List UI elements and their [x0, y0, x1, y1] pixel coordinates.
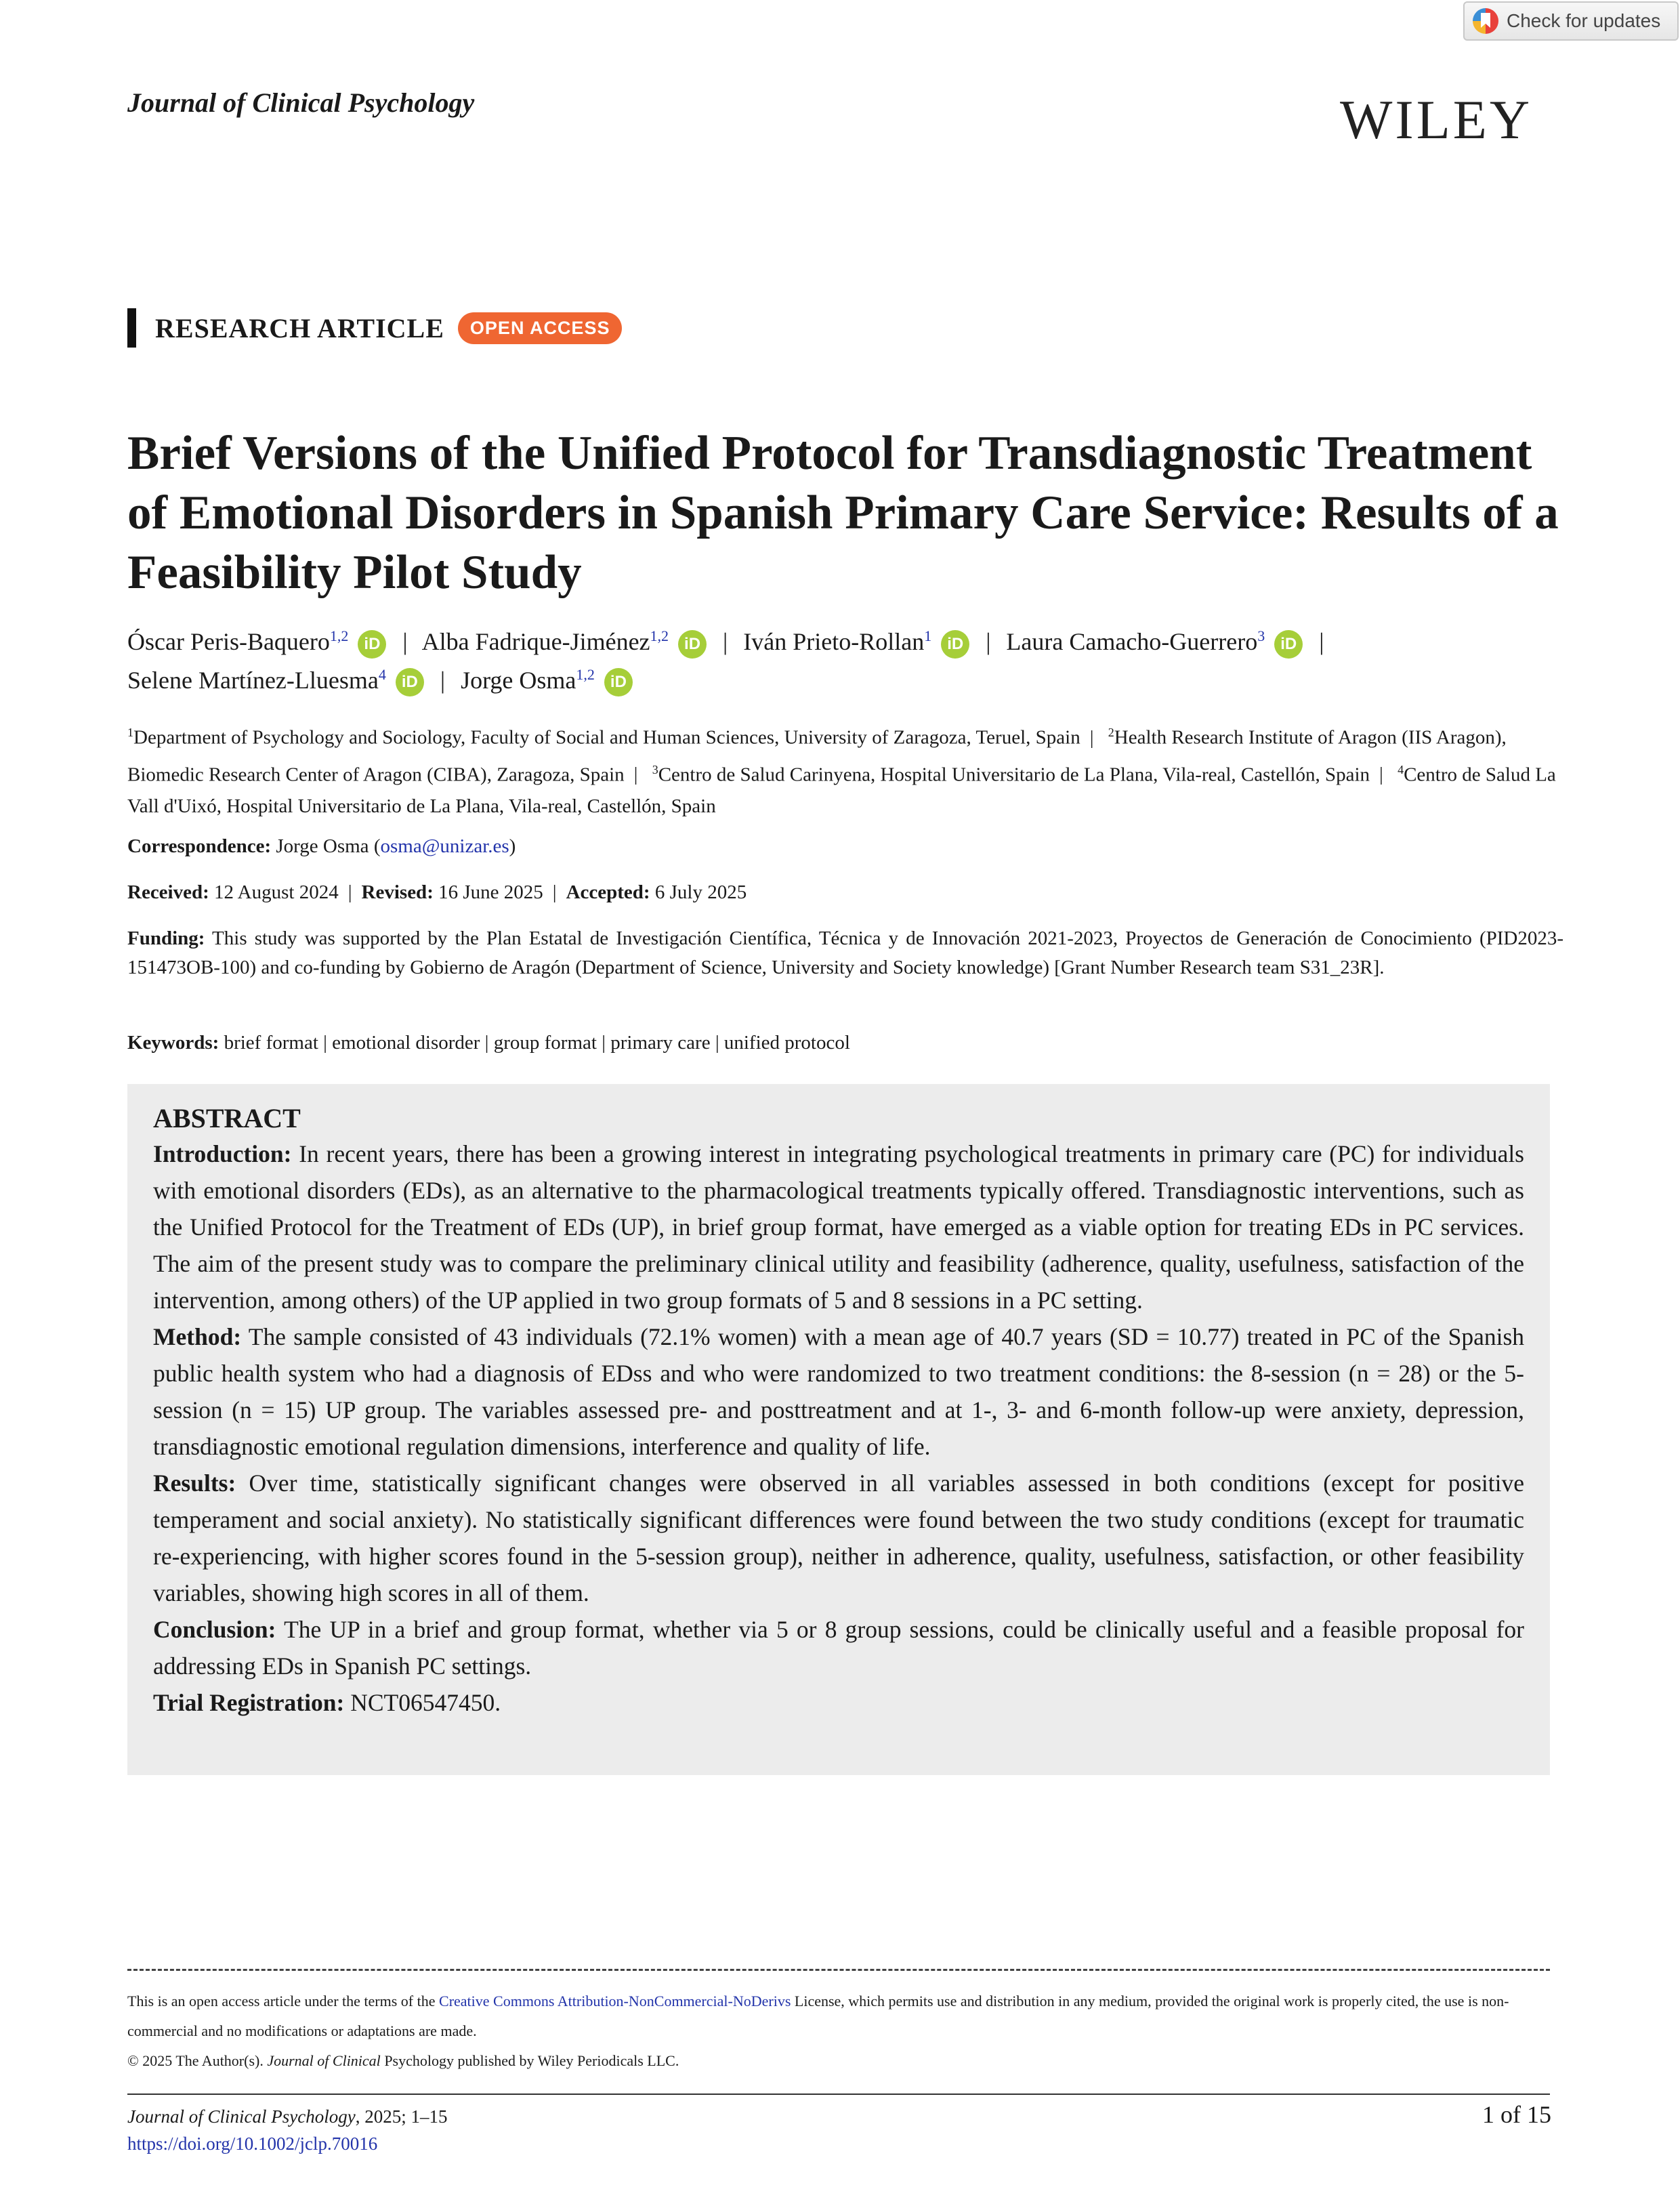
page-number: 1 of 15: [1482, 2101, 1551, 2128]
abstract-results: Results: Over time, statistically significant changes were observed in all variables assessed in both conditions (except for positive temperament and social anxiety). No statistically significant differences were found between the two study conditions (except for traumatic re-experiencing, with higher scores found in the 5-session group), neither in adherence, quality, usefulness, satisfaction, or other feasibility variables, showing high scores in all of them.: [153, 1470, 1525, 1606]
article-type: [127, 308, 622, 348]
abstract-box: [127, 1084, 1550, 1775]
article-type-label: RESEARCH ARTICLE: [155, 312, 444, 343]
author-name: Óscar Peris-Baquero: [127, 628, 330, 655]
author-name: Selene Martínez-Lluesma: [127, 666, 379, 694]
author-name: Jorge Osma: [461, 666, 576, 694]
doi-link[interactable]: https://doi.org/10.1002/jclp.70016: [127, 2133, 378, 2154]
author-affiliation: 1: [924, 627, 932, 644]
affiliation: Centro de Salud Carinyena, Hospital Universitario de La Plana, Vila-real, Castellón, Spain: [658, 764, 1370, 786]
type-bar: [127, 308, 136, 348]
abstract-trial-registration: Trial Registration: NCT06547450.: [153, 1689, 501, 1716]
keywords: Keywords: brief format | emotional disorder | group format | primary care | unified protocol: [127, 1032, 850, 1054]
license-notice: This is an open access article under the terms of the Creative Commons Attribution-NonCommercial-NoDerivs License, which permits use and distribution in any medium, provided the original work is properly cited, the use is non-commercial and no modifications or adaptations are made. © 2025 The Author(s). Journal of Clinical Psychology published by Wiley Periodicals LLC.: [127, 1993, 1509, 2069]
abstract-conclusion: Conclusion: The UP in a brief and group format, whether via 5 or 8 group sessions, could be clinically useful and a feasible proposal for addressing EDs in Spanish PC settings.: [153, 1616, 1524, 1680]
author-affiliation: 4: [378, 665, 386, 683]
article-dates: Received: 12 August 2024 | Revised: 16 June 2025 | Accepted: 6 July 2025: [127, 881, 747, 903]
author: [127, 628, 393, 655]
footer-divider: [127, 2094, 1550, 2095]
orcid-icon[interactable]: iD: [1274, 630, 1303, 659]
check-for-updates-label: Check for updates: [1507, 10, 1661, 31]
footer-citation: Journal of Clinical Psychology, 2025; 1–15 https://doi.org/10.1002/jclp.70016: [127, 2106, 448, 2154]
email-link[interactable]: osma@unizar.es: [380, 835, 509, 857]
author: [422, 628, 713, 655]
orcid-icon[interactable]: iD: [604, 668, 633, 696]
affiliations: $^1$Department of Psychology and Sociology, Faculty of Social and Human Sciences, University of Zaragoza, Teruel, Spain | $^2$Health Research Institute of Aragon (IIS Aragon), Biomedic Research Center of Aragon (CIBA), Zaragoza, Spain | $^3$Centro de Salud Carinyena, Hospital Universitario de La Plana, Vila-real, Castellón, Spain | $^4$Centro de Salud La Vall d'Uixó, Hospital Universitario de La Plana, Vila-real, Castellón, Spain: [127, 726, 1556, 818]
open-access-badge: OPEN ACCESS: [458, 312, 623, 344]
author-name: Iván Prieto-Rollan: [743, 628, 925, 655]
abstract-method: Method: The sample consisted of 43 individuals (72.1% women) with a mean age of 40.7 years (SD = 10.77) treated in PC of the Spanish public health system who had a diagnosis of EDss and who were randomized to two treatment conditions: the 8-session (n = 28) or the 5-session (n = 15) UP group. The variables assessed pre- and posttreatment and at 1-, 3- and 6-month follow-up were anxiety, depression, transdiagnostic emotional regulation dimensions, interference and quality of life.: [153, 1323, 1525, 1460]
abstract-heading: ABSTRACT: [153, 1103, 301, 1133]
author-name: Alba Fadrique-Jiménez: [421, 628, 650, 655]
affiliation: Centro de Salud La Vall d'Uixó, Hospital Universitario de La Plana, Vila-real, Castellón, Spain: [127, 764, 1556, 818]
orcid-icon[interactable]: iD: [941, 630, 969, 659]
license-link[interactable]: Creative Commons Attribution-NonCommercial-NoDerivs: [439, 1993, 791, 2009]
funding: Funding: This study was supported by the Plan Estatal de Investigación Científica, Técnica y de Innovación 2021-2023, Proyectos de Generación de Conocimiento (PID2023-151473OB-100) and co-funding by Gobierno de Aragón (Department of Science, University and Society knowledge) [Grant Number Research team S31_23R].: [127, 928, 1563, 978]
affiliation: Department of Psychology and Sociology, Faculty of Social and Human Sciences, University of Zaragoza, Teruel, Spain: [133, 726, 1080, 749]
publisher-logo: WILEY: [1340, 89, 1533, 150]
article-title: Brief Versions of the Unified Protocol for Transdiagnostic Treatment of Emotional Disorders in Spanish Primary Care Service: Results of a Feasibility Pilot Study: [127, 427, 1559, 599]
crossmark-icon: [1473, 8, 1498, 34]
author: [127, 667, 431, 694]
author-list: Óscar Peris-Baquero$^{1,2}$ iD | Alba Fadrique-Jiménez$^{1,2}$ iD | Iván Prieto-Rollan$^1$ iD | Laura Camacho-Guerrero$^3$ iD | Selene Martínez-Lluesma$^4$ iD | Jorge Osma$^{1,2}$ iD: [127, 620, 1563, 696]
orcid-icon[interactable]: iD: [358, 630, 386, 659]
affiliation: Health Research Institute of Aragon (IIS Aragon), Biomedic Research Center of Aragon (CIBA), Zaragoza, Spain: [127, 726, 1507, 786]
author: [1006, 628, 1309, 655]
author-affiliation: 1,2: [329, 627, 349, 644]
abstract-introduction: Introduction: In recent years, there has been a growing interest in integrating psychological treatments in primary care (PC) for individuals with emotional disorders (EDs), as an alternative to the pharmacological treatments typically offered. Transdiagnostic interventions, such as the Unified Protocol for the Treatment of EDs (UP), in brief group format, have emerged as a viable option for treating EDs in PC services. The aim of the present study was to compare the preliminary clinical utility and feasibility (adherence, quality, usefulness, satisfaction of the intervention, among others) of the UP applied in two group formats of 5 and 8 sessions in a PC setting.: [153, 1140, 1524, 1314]
check-for-updates-button[interactable]: [1463, 1, 1679, 41]
footer-divider-dashed: [127, 1969, 1550, 1971]
author-affiliation: 1,2: [650, 627, 669, 644]
author: [743, 628, 976, 655]
author: [461, 667, 639, 694]
author-name: Laura Camacho-Guerrero: [1006, 628, 1258, 655]
journal-name: Journal of Clinical Psychology: [127, 87, 475, 118]
correspondence: Correspondence: Jorge Osma (osma@unizar.es): [127, 835, 516, 857]
author-affiliation: 3: [1257, 627, 1265, 644]
orcid-icon[interactable]: iD: [678, 630, 707, 659]
author-affiliation: 1,2: [576, 665, 595, 683]
orcid-icon[interactable]: iD: [396, 668, 424, 696]
